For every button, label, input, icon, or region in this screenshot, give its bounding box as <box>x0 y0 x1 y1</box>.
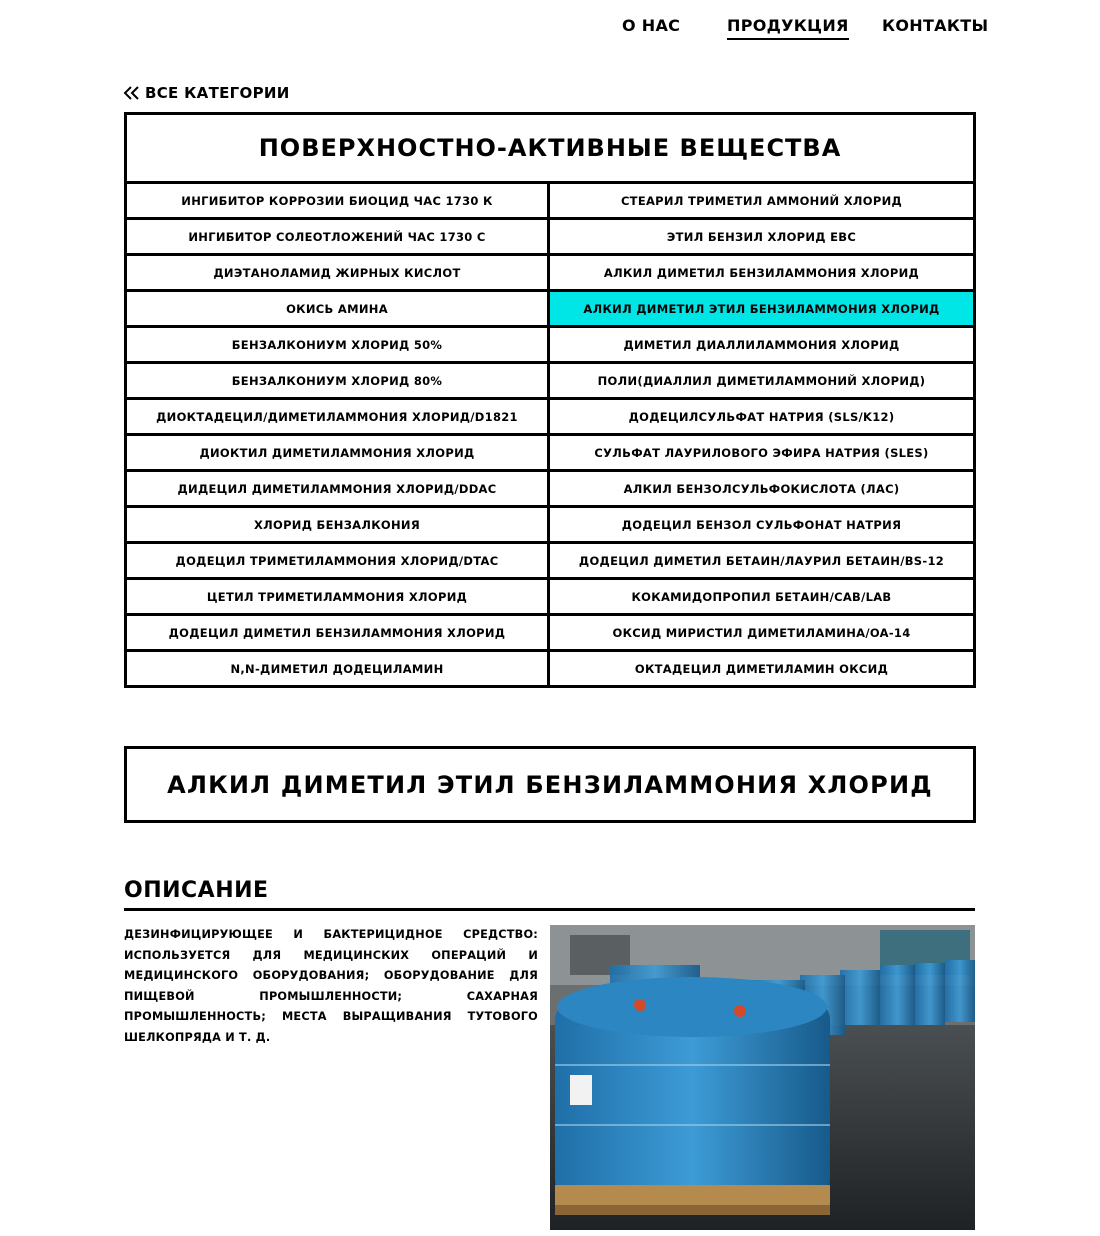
category-item[interactable]: N,N-ДИМЕТИЛ ДОДЕЦИЛАМИН <box>127 652 550 685</box>
category-item[interactable]: АЛКИЛ БЕНЗОЛСУЛЬФОКИСЛОТА (ЛАС) <box>550 472 973 508</box>
category-item[interactable]: ЭТИЛ БЕНЗИЛ ХЛОРИД EBC <box>550 220 973 256</box>
product-title: АЛКИЛ ДИМЕТИЛ ЭТИЛ БЕНЗИЛАММОНИЯ ХЛОРИД <box>124 746 976 823</box>
description-text: ДЕЗИНФИЦИРУЮЩЕЕ И БАКТЕРИЦИДНОЕ СРЕДСТВО: ИСПОЛЬЗУЕТСЯ ДЛЯ МЕДИЦИНСКИХ ОПЕРАЦИЙ И МЕДИЦИНСКОГО ОБОРУДОВАНИЯ; ОБОРУДОВАНИЕ ДЛЯ ПИЩЕВОЙ ПРОМЫШЛЕННОСТИ; САХАРНАЯ ПРОМЫШЛЕННОСТЬ; МЕСТА ВЫРАЩИВАНИЯ ТУТОВОГО ШЕЛКОПРЯДА И Т. Д. <box>124 928 538 1044</box>
warehouse-drums-image <box>550 925 975 1230</box>
product-list <box>127 184 973 685</box>
category-item[interactable]: ЦЕТИЛ ТРИМЕТИЛАММОНИЯ ХЛОРИД <box>127 580 550 616</box>
double-chevron-left-icon <box>123 85 139 101</box>
category-item[interactable]: ОКИСЬ АМИНА <box>127 292 550 328</box>
category-item[interactable]: КОКАМИДОПРОПИЛ БЕТАИН/CAB/LAB <box>550 580 973 616</box>
category-item[interactable]: ДОДЕЦИЛ ДИМЕТИЛ БЕНЗИЛАММОНИЯ ХЛОРИД <box>127 616 550 652</box>
category-item[interactable]: ДОДЕЦИЛ ТРИМЕТИЛАММОНИЯ ХЛОРИД/DTAC <box>127 544 550 580</box>
category-item[interactable]: ДОДЕЦИЛСУЛЬФАТ НАТРИЯ (SLS/K12) <box>550 400 973 436</box>
category-item[interactable]: АЛКИЛ ДИМЕТИЛ БЕНЗИЛАММОНИЯ ХЛОРИД <box>550 256 973 292</box>
category-item[interactable]: ДИМЕТИЛ ДИАЛЛИЛАММОНИЯ ХЛОРИД <box>550 328 973 364</box>
category-item[interactable]: СТЕАРИЛ ТРИМЕТИЛ АММОНИЙ ХЛОРИД <box>550 184 973 220</box>
category-item[interactable]: ОКТАДЕЦИЛ ДИМЕТИЛАМИН ОКСИД <box>634 661 889 676</box>
category-item[interactable]: ДИОКТАДЕЦИЛ/ДИМЕТИЛАММОНИЯ ХЛОРИД/D1821 <box>127 400 550 436</box>
category-item[interactable]: БЕНЗАЛКОНИУМ ХЛОРИД 50% <box>127 328 550 364</box>
back-to-categories-link[interactable] <box>123 82 290 104</box>
category-item[interactable]: ИНГИБИТОР КОРРОЗИИ БИОЦИД ЧАС 1730 К <box>127 184 550 220</box>
nav-products-link[interactable]: ПРОДУКЦИЯ <box>727 14 849 40</box>
product-photo <box>550 925 975 1230</box>
category-item[interactable]: ДОДЕЦИЛ БЕНЗОЛ СУЛЬФОНАТ НАТРИЯ <box>550 508 973 544</box>
category-item[interactable]: СУЛЬФАТ ЛАУРИЛОВОГО ЭФИРА НАТРИЯ (SLES) <box>550 436 973 472</box>
category-item[interactable]: ИНГИБИТОР СОЛЕОТЛОЖЕНИЙ ЧАС 1730 С <box>127 220 550 256</box>
nav-contacts-link[interactable]: КОНТАКТЫ <box>882 16 989 35</box>
category-title: ПОВЕРХНОСТНО-АКТИВНЫЕ ВЕЩЕСТВА <box>127 115 973 184</box>
back-link-label: ВСЕ КАТЕГОРИИ <box>145 84 290 102</box>
category-item[interactable]: ДОДЕЦИЛ ДИМЕТИЛ БЕТАИН/ЛАУРИЛ БЕТАИН/BS-12 <box>550 544 973 580</box>
category-item[interactable]: ДИОКТИЛ ДИМЕТИЛАММОНИЯ ХЛОРИД <box>127 436 550 472</box>
category-item[interactable]: ОКСИД МИРИСТИЛ ДИМЕТИЛАМИНА/OA-14 <box>550 616 973 652</box>
category-item[interactable]: ДИЭТАНОЛАМИД ЖИРНЫХ КИСЛОТ <box>127 256 550 292</box>
category-item[interactable]: ПОЛИ(ДИАЛЛИЛ ДИМЕТИЛАММОНИЙ ХЛОРИД) <box>550 364 973 400</box>
category-item[interactable]: ДИДЕЦИЛ ДИМЕТИЛАММОНИЯ ХЛОРИД/DDAC <box>127 472 550 508</box>
top-nav <box>0 14 1100 44</box>
category-table <box>124 112 976 688</box>
category-item[interactable]: БЕНЗАЛКОНИУМ ХЛОРИД 80% <box>127 364 550 400</box>
category-item-selected[interactable]: АЛКИЛ ДИМЕТИЛ ЭТИЛ БЕНЗИЛАММОНИЯ ХЛОРИД <box>550 292 973 328</box>
category-item[interactable]: ХЛОРИД БЕНЗАЛКОНИЯ <box>127 508 550 544</box>
description-heading: ОПИСАНИЕ <box>124 874 975 911</box>
nav-about-link[interactable]: О НАС <box>622 16 681 35</box>
